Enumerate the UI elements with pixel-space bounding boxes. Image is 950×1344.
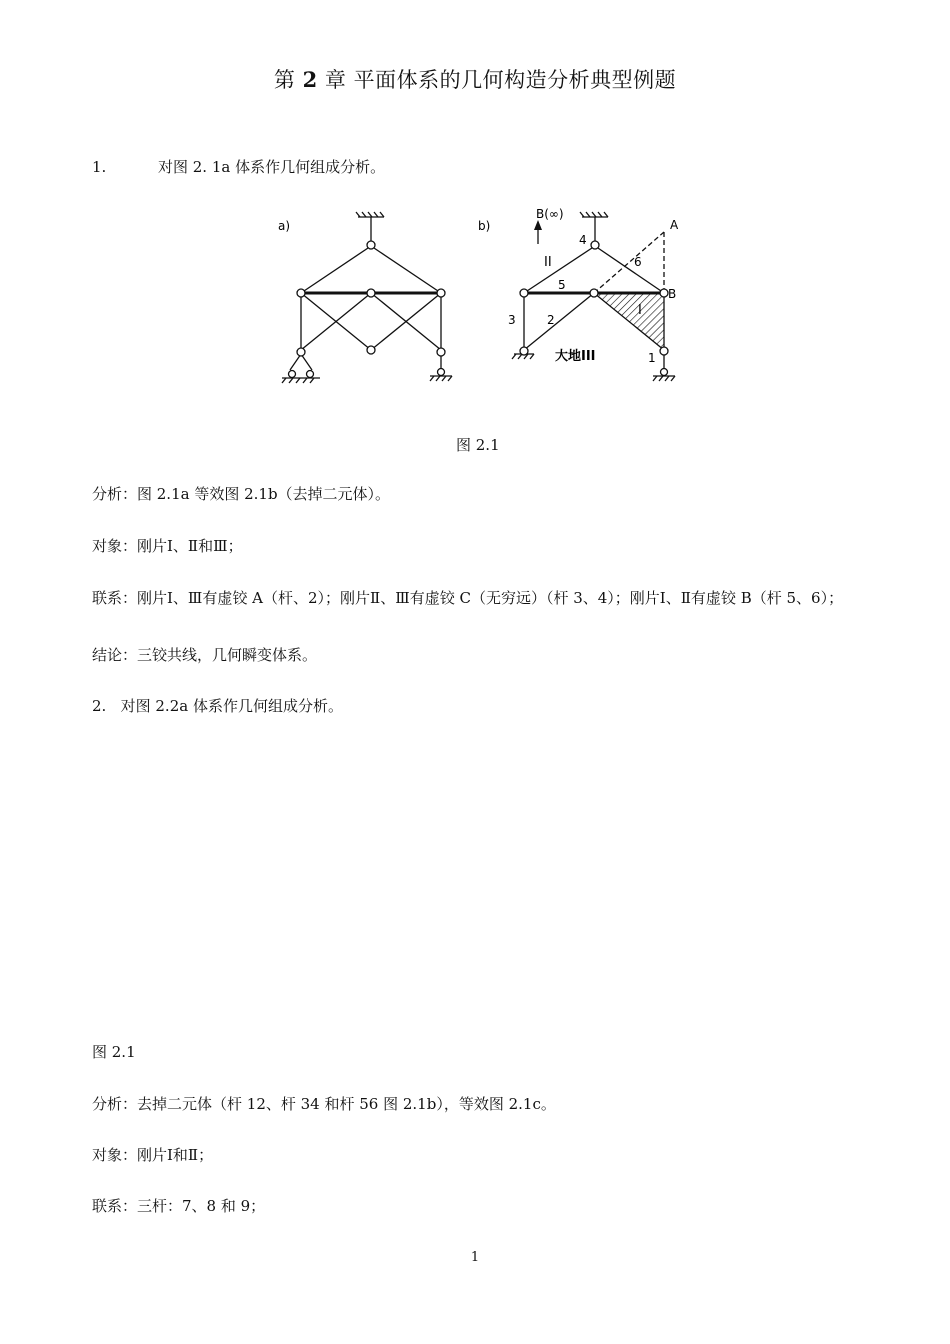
label-a: a) [278,219,291,233]
link-1: 联系：刚片Ⅰ、Ⅲ有虚铰 A（杆、2）；刚片Ⅱ、Ⅲ有虚铰 C（无穷远）（杆 3、4）；刚片Ⅰ、Ⅱ有虚铰 B（杆 5、6）； [92,589,844,607]
diagram-a [282,212,452,383]
label-hinge-b: B [668,287,677,301]
label-member-1: 1 [648,351,656,365]
label-member-4: 4 [579,233,587,247]
question-1 [92,155,385,179]
label-member-3: 3 [508,313,516,327]
question-1-text: 对图 2. 1a 体系作几何组成分析。 [158,158,386,176]
question-2 [92,694,343,718]
label-rigid-i: I [638,303,642,318]
figure-2-1 [270,200,700,390]
link-2: 联系：三杆：7、8 和 9； [92,1197,266,1215]
page-number: 1 [470,1250,480,1265]
analysis-2: 分析：去掉二元体（杆 12、杆 34 和杆 56 图 2.1b），等效图 2.1c。 [92,1095,556,1113]
question-2-text: 对图 2.2a 体系作几何组成分析。 [120,697,343,715]
label-b-infinity: B(∞) [536,207,564,221]
label-member-5: 5 [558,278,566,292]
label-b: b) [478,219,491,233]
label-rigid-ii: II [544,255,552,270]
question-1-number: 1. [92,158,107,176]
chapter-number: 2 [302,67,318,92]
label-member-6: 6 [634,255,642,269]
label-ground-iii: 大地III [555,349,596,364]
question-2-number: 2. [92,697,107,715]
structure-diagrams [270,200,700,390]
label-hinge-a: A [670,218,679,232]
label-member-2: 2 [547,313,555,327]
conclusion-1: 结论：三铰共线，几何瞬变体系。 [92,646,318,664]
figure-2-2-caption: 图 2.1 [92,1043,136,1061]
analysis-1: 分析：图 2.1a 等效图 2.1b（去掉二元体）。 [92,485,391,503]
figure-2-1-caption: 图 2.1 [456,436,500,454]
object-1: 对象：刚片Ⅰ、Ⅱ和Ⅲ； [92,537,243,555]
object-2: 对象：刚片Ⅰ和Ⅱ； [92,1146,214,1164]
chapter-title: 第 2 章 平面体系的几何构造分析典型例题 [273,67,677,92]
